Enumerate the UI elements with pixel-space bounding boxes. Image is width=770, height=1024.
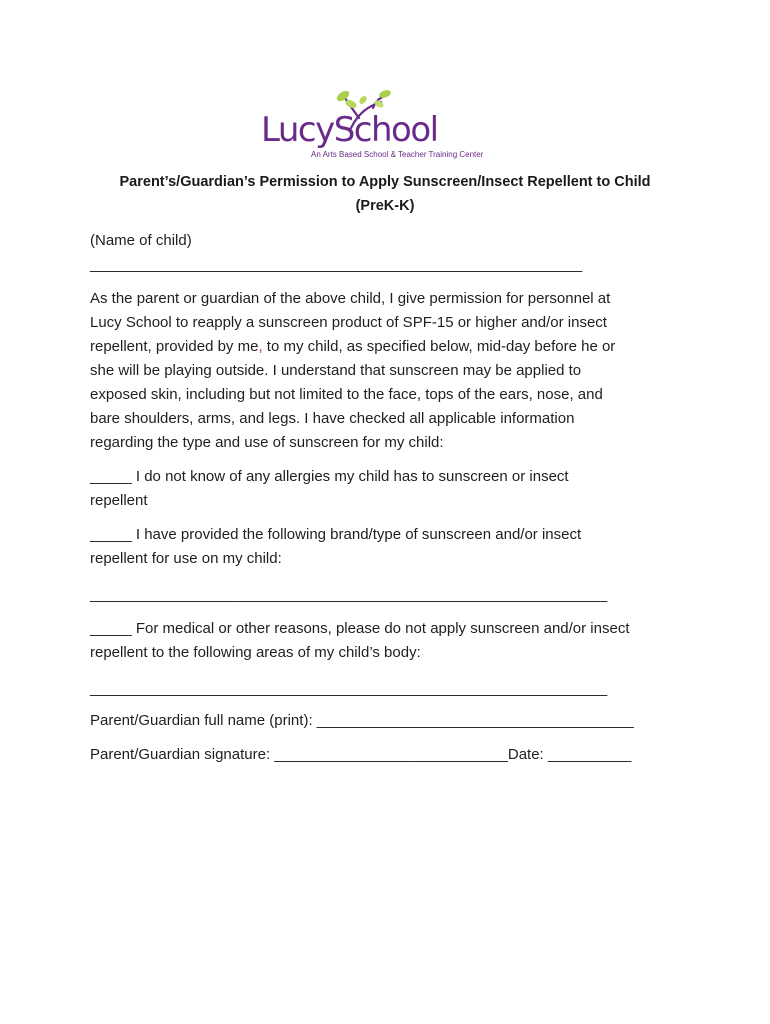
child-name-label: (Name of child) xyxy=(90,232,192,249)
lucy-school-logo xyxy=(255,88,525,164)
paragraph-line: bare shoulders, arms, and legs. I have checked all applicable information xyxy=(90,410,575,427)
body-areas-blank[interactable]: ______________________________________________________________ xyxy=(90,680,608,697)
paragraph-line: As the parent or guardian of the above child, I give permission for personnel at xyxy=(90,290,611,307)
signature-date-field[interactable]: Parent/Guardian signature: ____________________________Date: __________ xyxy=(90,746,632,763)
highlighted-comma: , xyxy=(258,338,263,355)
paragraph-line xyxy=(90,338,615,355)
child-name-blank[interactable]: ___________________________________________________________ xyxy=(90,256,583,273)
paragraph-text: to my child, as specified below, mid-day before he or xyxy=(262,338,616,355)
option-text: repellent to the following areas of my child’s body: xyxy=(90,644,421,661)
logo-wordmark: LucySchool xyxy=(261,110,438,150)
full-name-field[interactable]: Parent/Guardian full name (print): ______________________________________ xyxy=(90,712,634,729)
paragraph-line: Lucy School to reapply a sunscreen product of SPF-15 or higher and/or insect xyxy=(90,314,607,331)
form-title: Parent’s/Guardian’s Permission to Apply Sunscreen/Insect Repellent to Child xyxy=(119,174,651,190)
paragraph-line: she will be playing outside. I understand that sunscreen may be applied to xyxy=(90,362,582,379)
paragraph-text: repellent, provided by me xyxy=(90,338,259,355)
brand-blank[interactable]: ______________________________________________________________ xyxy=(90,586,608,603)
option-no-allergies[interactable]: _____ I do not know of any allergies my child has to sunscreen or insect xyxy=(90,468,569,485)
option-text: repellent for use on my child: xyxy=(90,550,282,567)
paragraph-line: exposed skin, including but not limited to the face, tops of the ears, nose, and xyxy=(90,386,603,403)
paragraph-line: regarding the type and use of sunscreen for my child: xyxy=(90,434,444,451)
option-text: repellent xyxy=(90,492,148,509)
logo-tagline: An Arts Based School & Teacher Training Center xyxy=(311,150,484,159)
option-do-not-apply[interactable]: _____ For medical or other reasons, please do not apply sunscreen and/or insect xyxy=(90,620,630,637)
form-subtitle: (PreK-K) xyxy=(355,198,415,214)
option-provided-brand[interactable]: _____ I have provided the following brand/type of sunscreen and/or insect xyxy=(90,526,582,543)
